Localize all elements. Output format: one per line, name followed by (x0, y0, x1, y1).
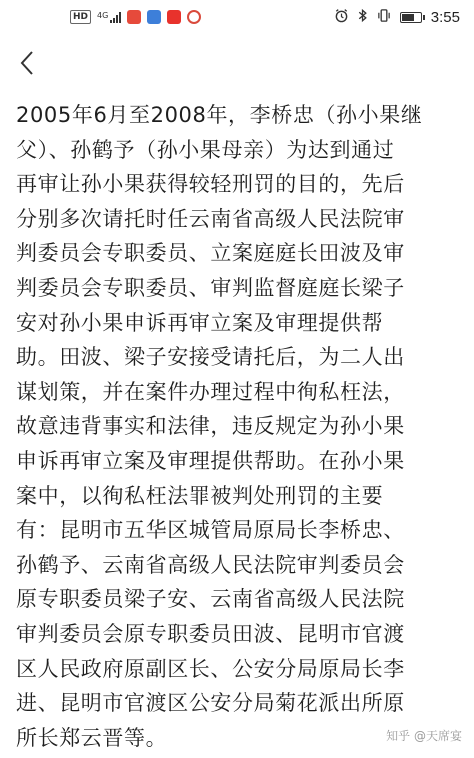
status-left-group (70, 10, 201, 24)
status-right-group (334, 8, 460, 27)
article-line: 孙鹤予、云南省高级人民法院审判委员会 (16, 552, 405, 577)
app-notification-icon-3 (167, 10, 181, 24)
article-line: 助。田波、梁子安接受请托后，为二人出 (16, 345, 405, 370)
article-line: 安对孙小果申诉再审立案及审理提供帮 (16, 310, 384, 335)
article-line: 所长郑云晋等。 (16, 725, 168, 750)
article-line: 再审让孙小果获得较轻刑罚的目的，先后 (16, 172, 405, 197)
navigation-bar (0, 36, 474, 94)
signal-label: 4G (97, 11, 109, 20)
cellular-signal-icon (97, 11, 121, 23)
article-line: 案中，以徇私枉法罪被判处刑罚的主要 (16, 483, 384, 508)
battery-level (402, 14, 414, 21)
battery-icon (400, 12, 422, 23)
alarm-icon (334, 8, 349, 27)
vibrate-icon (377, 8, 391, 27)
bluetooth-icon (358, 8, 368, 27)
clock-time: 3:55 (430, 9, 460, 26)
article-text (16, 98, 460, 755)
article-line: 谋划策，并在案件办理过程中徇私枉法， (16, 379, 405, 404)
article-line: 原专职委员梁子安、云南省高级人民法院 (16, 587, 405, 612)
article-line: 有：昆明市五华区城管局原局长李桥忠、 (16, 518, 405, 543)
app-notification-icon-4 (187, 10, 201, 24)
zhihu-watermark (386, 727, 462, 744)
app-notification-icon-1 (127, 10, 141, 24)
article-line: 故意违背事实和法律，违反规定为孙小果 (16, 414, 405, 439)
article-image (0, 94, 474, 758)
back-button[interactable] (10, 48, 44, 82)
article-line: 区人民政府原副区长、公安分局原局长李 (16, 656, 405, 681)
article-line: 判委员会专职委员、审判监督庭庭长梁子 (16, 275, 405, 300)
article-line: 判委员会专职委员、立案庭庭长田波及审 (16, 241, 405, 266)
article-line: 审判委员会原专职委员田波、昆明市官渡 (16, 621, 405, 646)
chevron-left-icon (18, 49, 36, 81)
article-line: 申诉再审立案及审理提供帮助。在孙小果 (16, 448, 405, 473)
status-bar (0, 0, 474, 36)
watermark-text: 知乎 @天席宴 (386, 729, 462, 743)
article-line: 2005年6月至2008年，李桥忠（孙小果继 (16, 103, 423, 127)
hd-badge: HD (70, 10, 91, 24)
article-line: 进、昆明市官渡区公安分局菊花派出所原 (16, 691, 405, 716)
article-line: 分别多次请托时任云南省高级人民法院审 (16, 206, 405, 231)
app-notification-icon-2 (147, 10, 161, 24)
article-line: 父）、孙鹤予（孙小果母亲）为达到通过 (16, 137, 395, 162)
